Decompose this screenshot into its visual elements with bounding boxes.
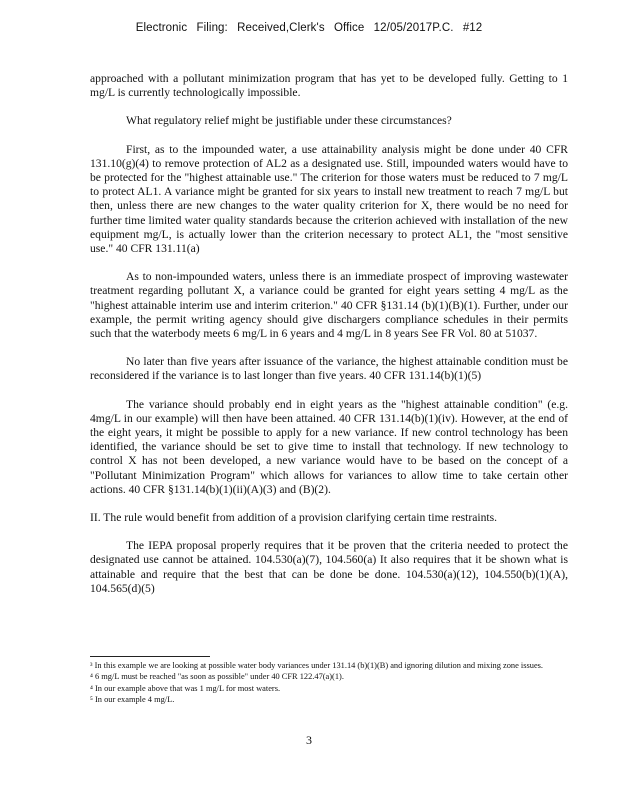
paragraph-impounded: First, as to the impounded water, a use attainability analysis might be done under 40 CFR 131.10(g)(4) to remove protection of AL2 as a designated use. Still, impounded waters would have to be protected for the "highest attainable use." The criterion for those waters must be reduced to 7 mg/L to protect AL1. A variance might be granted for six years to install new treatment to reach 7 mg/L but then, unless there are new changes to the water quality criterion for X, there would be no need for further time limited water quality standards because the criterion achieved with installation of the new equipment mg/L, is actually lower than the criterion necessary to protect AL1, the "most sensitive use." 40 CFR 131.11(a): [90, 142, 568, 256]
paragraph-continuation: approached with a pollutant minimization program that has yet to be developed fully. Getting to 1 mg/L is currently technologically impossible.: [90, 72, 568, 100]
footnote: ⁴ In our example above that was 1 mg/L for most waters.: [90, 683, 281, 693]
paragraph-five-years: No later than five years after issuance of the variance, the highest attainable condition must be reconsidered if the variance is to last longer than five years. 40 CFR 131.14(b)(1)(5): [90, 355, 568, 383]
question-paragraph: What regulatory relief might be justifiable under these circumstances?: [126, 114, 452, 128]
document-body: [90, 72, 568, 610]
paragraph-iepa-proposal: The IEPA proposal properly requires that it be proven that the criteria needed to protect the designated use cannot be attained. 104.530(a)(7), 104.560(a) It also requires that it be shown what is attainable and require that the best that can be done be done. 104.530(a)(12), 104.550(b)(1)(A), 104.565(d)(5): [90, 539, 568, 595]
filing-header: Electronic Filing: Received,Clerk's Office 12/05/2017P.C. #12: [135, 22, 483, 34]
footnote-divider: [90, 656, 210, 657]
footnotes: [90, 656, 568, 707]
footnote: ³ In this example we are looking at possible water body variances under 131.14 (b)(1)(B) and ignoring dilution and mixing zone issues.: [90, 661, 544, 670]
paragraph-variance-end: The variance should probably end in eight years as the "highest attainable condition" (e.g. 4mg/L in our example) will then have been attained. 40 CFR 131.14(b)(1)(iv). However, at the end of the eight years, it might be possible to apply for a new variance. If new control technology has been identified, the variance should be set to give time to install that technology. If new technology to control X has not been developed, a new variance would have to be based on the concept of a "Pollutant Minimization Program" which allows for variances to allow time to take certain other actions. 40 CFR §131.14(b)(1)(ii)(A)(3) and (B)(2).: [90, 397, 568, 496]
footnote: ⁴ 6 mg/L must be reached "as soon as possible" under 40 CFR 122.47(a)(1).: [90, 672, 344, 682]
page-number: 3: [306, 733, 312, 747]
section-heading: II. The rule would benefit from addition of a provision clarifying certain time restraints.: [90, 511, 498, 525]
paragraph-non-impounded: As to non-impounded waters, unless there is an immediate prospect of improving wastewater treatment regarding pollutant X, a variance could be granted for eight years setting 4 mg/L as the "highest attainable interim use and interim criterion." 40 CFR §131.14 (b)(1)(B)(1). Further, under our example, the permit writing agency should give dischargers compliance schedules in their permits such that the waterbody meets 6 mg/L in 6 years and 4 mg/L in 8 years See FR Vol. 80 at 51037.: [90, 270, 568, 341]
footnote: ⁵ In our example 4 mg/L.: [90, 695, 175, 705]
